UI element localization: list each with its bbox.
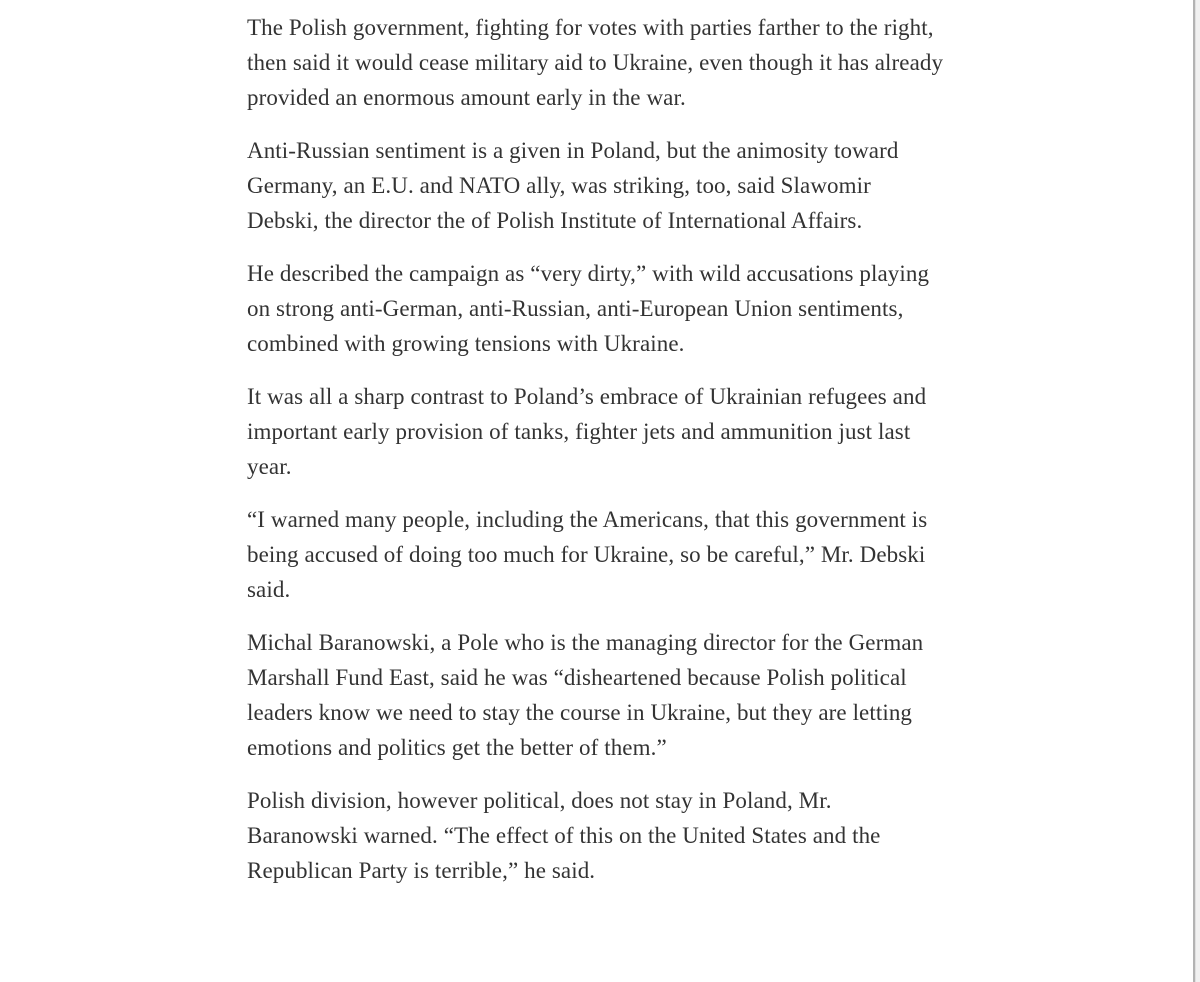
article-body	[247, 10, 948, 906]
scrollbar-track[interactable]	[1195, 0, 1200, 982]
article-paragraph-6: Michal Baranowski, a Pole who is the managing director for the German Marshall Fund East, said he was “disheartened because Polish political leaders know we need to stay the course in Ukraine, but they are letting emotions and politics get the better of them.”	[247, 630, 924, 760]
article-paragraph-4: It was all a sharp contrast to Poland’s embrace of Ukrainian refugees and important early provision of tanks, fighter jets and ammunition just last year.	[247, 384, 927, 479]
article-paragraph-3: He described the campaign as “very dirty,” with wild accusations playing on strong anti-German, anti-Russian, anti-European Union sentiments, combined with growing tensions with Ukraine.	[247, 261, 930, 356]
article-paragraph-7: Polish division, however political, does not stay in Poland, Mr. Baranowski warned. “The effect of this on the United States and the Republican Party is terrible,” he said.	[247, 788, 881, 883]
article-paragraph-5: “I warned many people, including the Americans, that this government is being accused of doing too much for Ukraine, so be careful,” Mr. Debski said.	[247, 507, 928, 602]
article-paragraph-2: Anti-Russian sentiment is a given in Poland, but the animosity toward Germany, an E.U. and NATO ally, was striking, too, said Slawomir Debski, the director the of Polish Institute of International Affairs.	[247, 138, 899, 233]
article-paragraph-1: The Polish government, fighting for votes with parties farther to the right, then said it would cease military aid to Ukraine, even though it has already provided an enormous amount early in the war.	[247, 15, 944, 110]
